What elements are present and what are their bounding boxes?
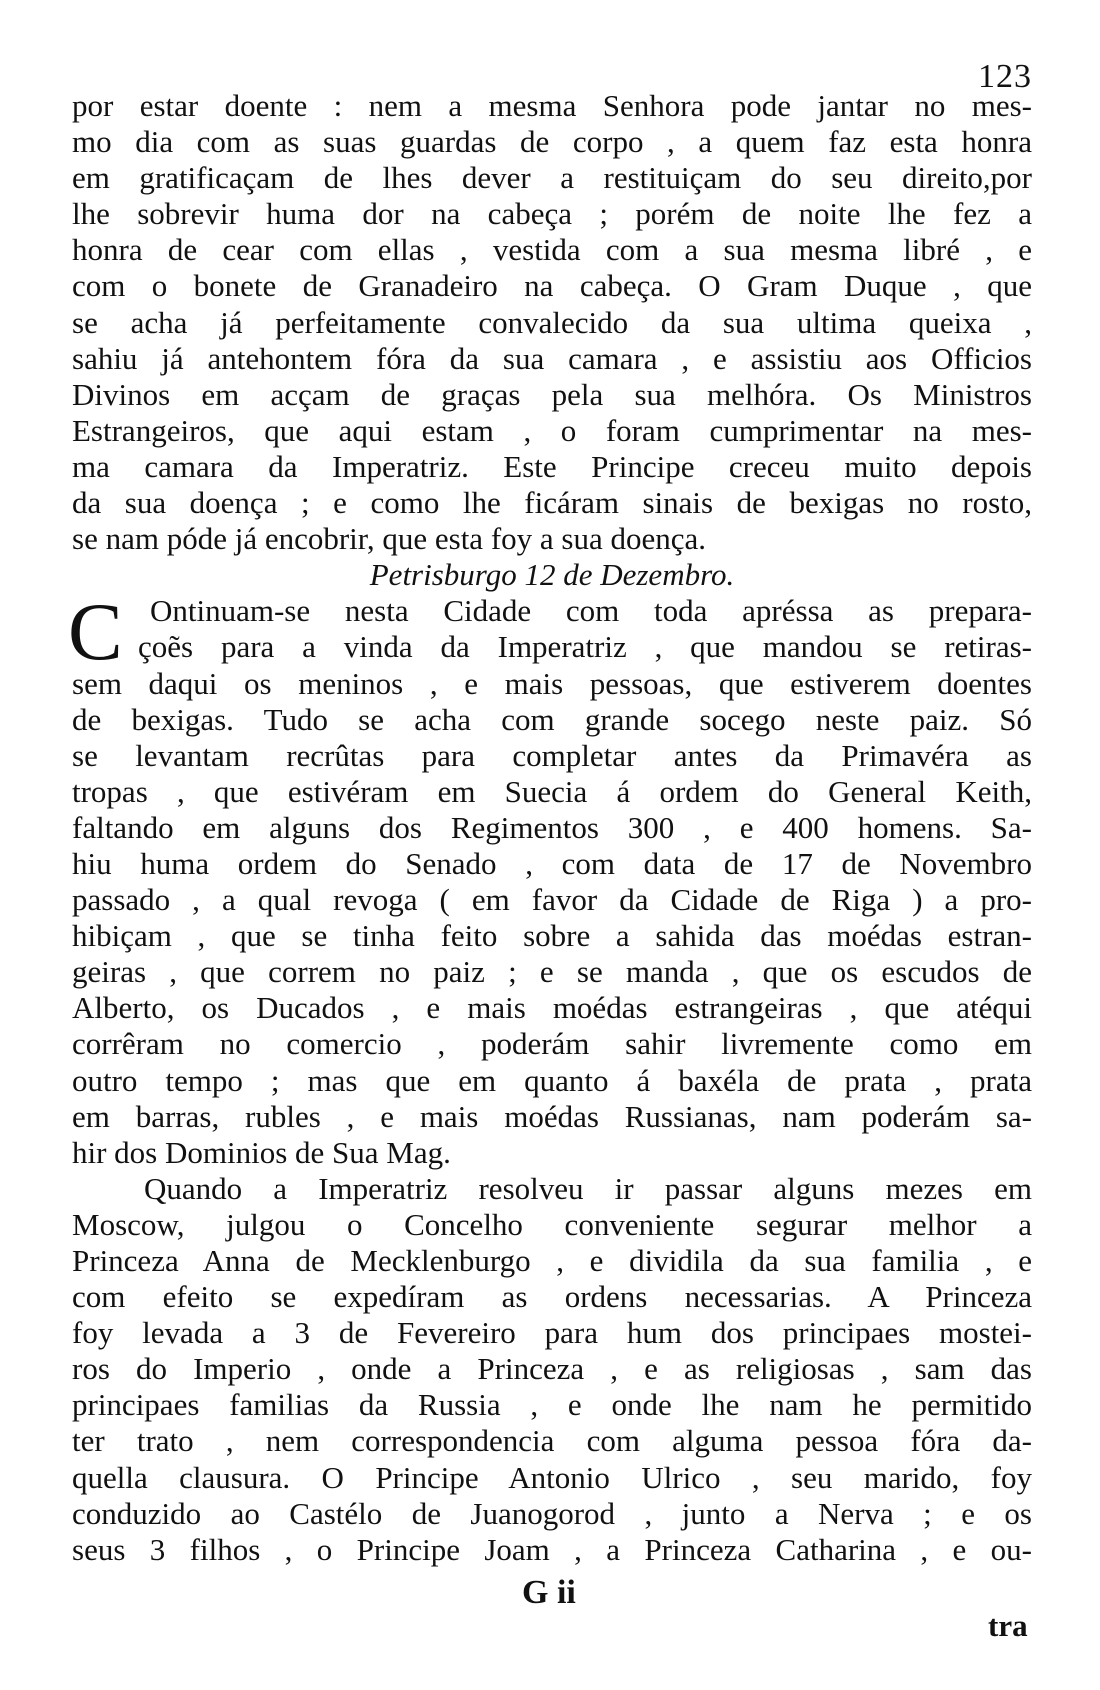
text-line: da sua doença ; e como lhe ficáram sinais de bexigas no rosto,: [72, 485, 1032, 521]
text-line: Ontinuam-se nesta Cidade com toda apréssa as prepara-: [150, 593, 1032, 629]
text-line: de bexigas. Tudo se acha com grande socego neste paiz. Só: [72, 701, 1032, 737]
text-line: sem daqui os meninos , e mais pessoas, que estiverem doentes: [72, 665, 1032, 701]
text-line: Quando a Imperatriz resolveu ir passar alguns mezes em: [144, 1170, 1032, 1206]
text-line: corrêram no comercio , poderám sahir livremente como em: [72, 1026, 1032, 1062]
text-line: Moscow, julgou o Concelho conveniente segurar melhor a: [72, 1206, 1032, 1242]
text-line: ros do Imperio , onde a Princeza , e as religiosas , sam das: [72, 1351, 1032, 1387]
text-line: lhe sobrevir huma dor na cabeça ; porém de noite lhe fez a: [72, 196, 1032, 232]
text-line: tropas , que estivéram em Suecia á ordem do General Keith,: [72, 773, 1032, 809]
text-line: com efeito se expedíram as ordens necessarias. A Princeza: [72, 1279, 1032, 1315]
text-line: em barras, rubles , e mais moédas Russianas, nam poderám sa-: [72, 1098, 1032, 1134]
text-line: mo dia com as suas guardas de corpo , a quem faz esta honra: [72, 124, 1032, 160]
text-line: conduzido ao Castélo de Juanogorod , junto a Nerva ; e os: [72, 1495, 1032, 1531]
text-line: Princeza Anna de Mecklenburgo , e dividila da sua familia , e: [72, 1243, 1032, 1278]
text-line: com o bonete de Granadeiro na cabeça. O Gram Duque , que: [72, 268, 1032, 304]
text-line: seus 3 filhos , o Principe Joam , a Princeza Catharina , e ou-: [72, 1531, 1032, 1567]
text-line: hibiçam , que se tinha feito sobre a sahida das moédas estran-: [72, 918, 1032, 954]
text-line: passado , a qual revoga ( em favor da Cidade de Riga ) a pro-: [72, 882, 1032, 918]
text-line: em gratificaçam de lhes dever a restituiçam do seu direito,por: [72, 160, 1032, 196]
text-line: outro tempo ; mas que em quanto á baxéla de prata , prata: [72, 1062, 1032, 1098]
text-line: por estar doente : nem a mesma Senhora pode jantar no mes-: [72, 88, 1032, 123]
text-line: Divinos em acçam de graças pela sua melhóra. Os Ministros: [72, 376, 1032, 412]
text-line: faltando em alguns dos Regimentos 300 , e 400 homens. Sa-: [72, 809, 1032, 845]
text-line: principaes familias da Russia , e onde lhe nam he permitido: [72, 1387, 1032, 1423]
text-line: se levantam recrûtas para completar antes da Primavéra as: [72, 737, 1032, 773]
text-line: Estrangeiros, que aqui estam , o foram cumprimentar na mes-: [72, 412, 1032, 448]
page-number: 123: [978, 58, 1032, 95]
text-line: foy levada a 3 de Fevereiro para hum dos principaes mostei-: [72, 1315, 1032, 1351]
paragraph-petrisburgo: [68, 586, 1032, 1171]
drop-cap: C: [68, 586, 123, 678]
body-text: [68, 88, 1032, 1568]
text-line: quella clausura. O Principe Antonio Ulrico , seu marido, foy: [72, 1459, 1032, 1495]
signature-mark: G ii: [522, 1574, 576, 1611]
text-line: sahiu já antehontem fóra da sua camara , e assistiu aos Officios: [72, 340, 1032, 376]
paragraph-moscow: [72, 1171, 1032, 1568]
dateline: Petrisburgo 12 de Dezembro.: [369, 557, 735, 593]
text-line: se acha já perfeitamente convalecido da sua ultima queixa ,: [72, 304, 1032, 340]
text-line: ter trato , nem correspondencia com alguma pessoa fóra da-: [72, 1423, 1032, 1459]
text-line: Alberto, os Ducados , e mais moédas estrangeiras , que atéqui: [72, 990, 1032, 1026]
catchword: tra: [988, 1608, 1028, 1643]
text-line: hir dos Dominios de Sua Mag.: [72, 1134, 451, 1170]
text-line: ma camara da Imperatriz. Este Principe creceu muito depois: [72, 448, 1032, 484]
text-line: hiu huma ordem do Senado , com data de 17 de Novembro: [72, 845, 1032, 881]
text-line: çoẽs para a vinda da Imperatriz , que mandou se retiras-: [138, 629, 1032, 665]
text-line: se nam póde já encobrir, que esta foy a sua doença.: [72, 521, 707, 557]
text-line: geiras , que correm no paiz ; e se manda , que os escudos de: [72, 954, 1032, 990]
text-line: honra de cear com ellas , vestida com a sua mesma libré , e: [72, 232, 1032, 268]
